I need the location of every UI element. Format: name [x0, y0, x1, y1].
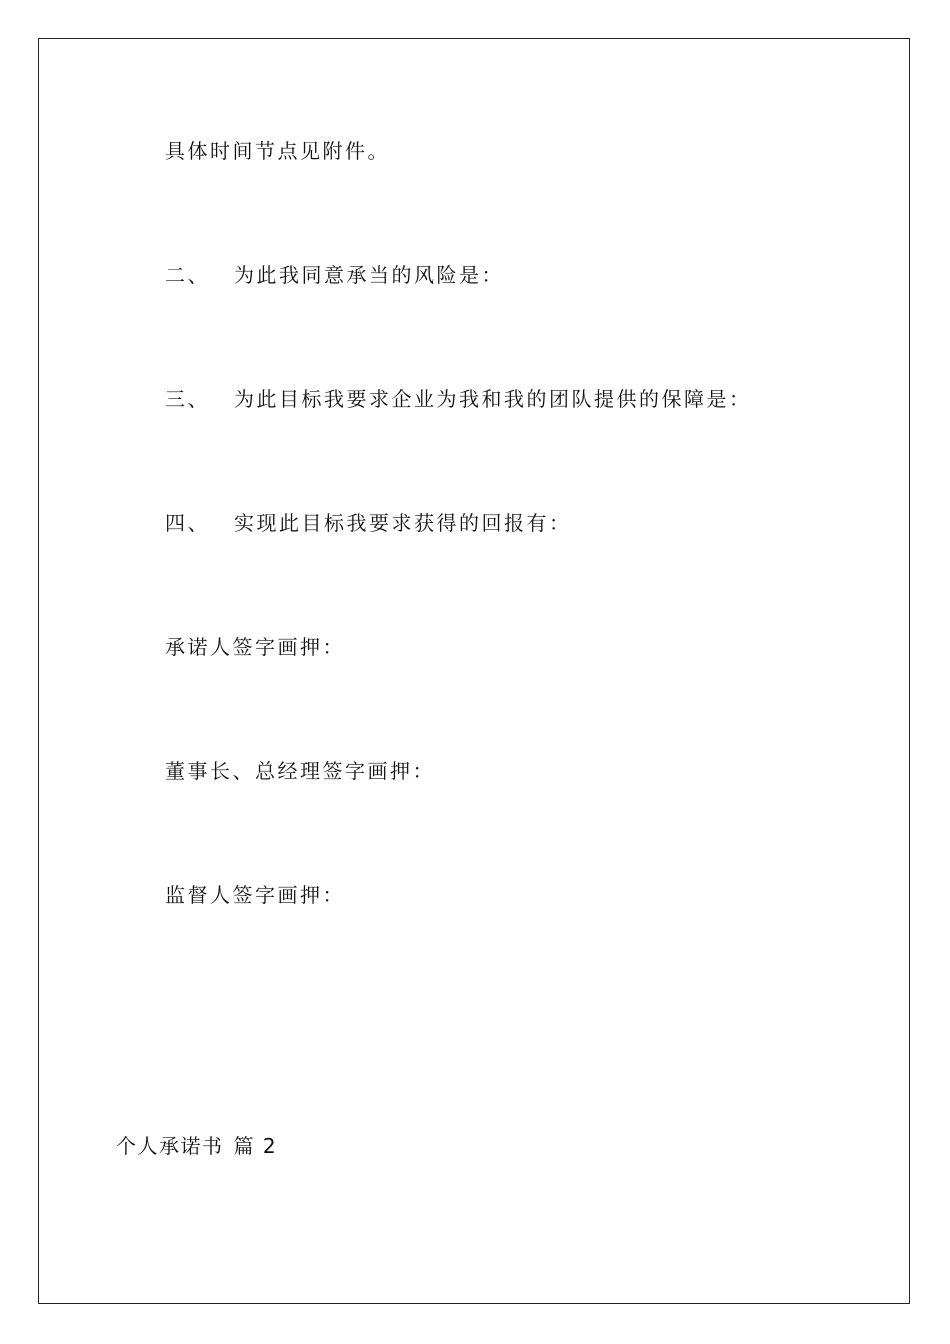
- line-text: 具体时间节点见附件。: [165, 139, 390, 163]
- page-frame: [38, 38, 910, 1304]
- clause-number: 三、: [165, 387, 210, 411]
- clause-number: 四、: [165, 511, 210, 535]
- supervisor-signature-label: [165, 883, 345, 907]
- section-title-text: 个人承诺书: [116, 1134, 224, 1158]
- clause-text: 为此目标我要求企业为我和我的团队提供的保障是：: [234, 387, 752, 411]
- promisor-signature-label: [165, 635, 345, 659]
- section-title-suffix: 篇 2: [233, 1134, 278, 1158]
- clause-text: 为此我同意承当的风险是：: [234, 263, 504, 287]
- line-text: 承诺人签字画押：: [165, 635, 345, 659]
- clause-text: 实现此目标我要求获得的回报有：: [234, 511, 572, 535]
- risk-clause: [165, 263, 504, 287]
- section-title: [116, 1134, 277, 1158]
- attachment-note: [165, 139, 390, 163]
- guarantee-clause: [165, 387, 752, 411]
- chairman-signature-label: [165, 759, 435, 783]
- line-text: 董事长、总经理签字画押：: [165, 759, 435, 783]
- clause-number: 二、: [165, 263, 210, 287]
- line-text: 监督人签字画押：: [165, 883, 345, 907]
- reward-clause: [165, 511, 572, 535]
